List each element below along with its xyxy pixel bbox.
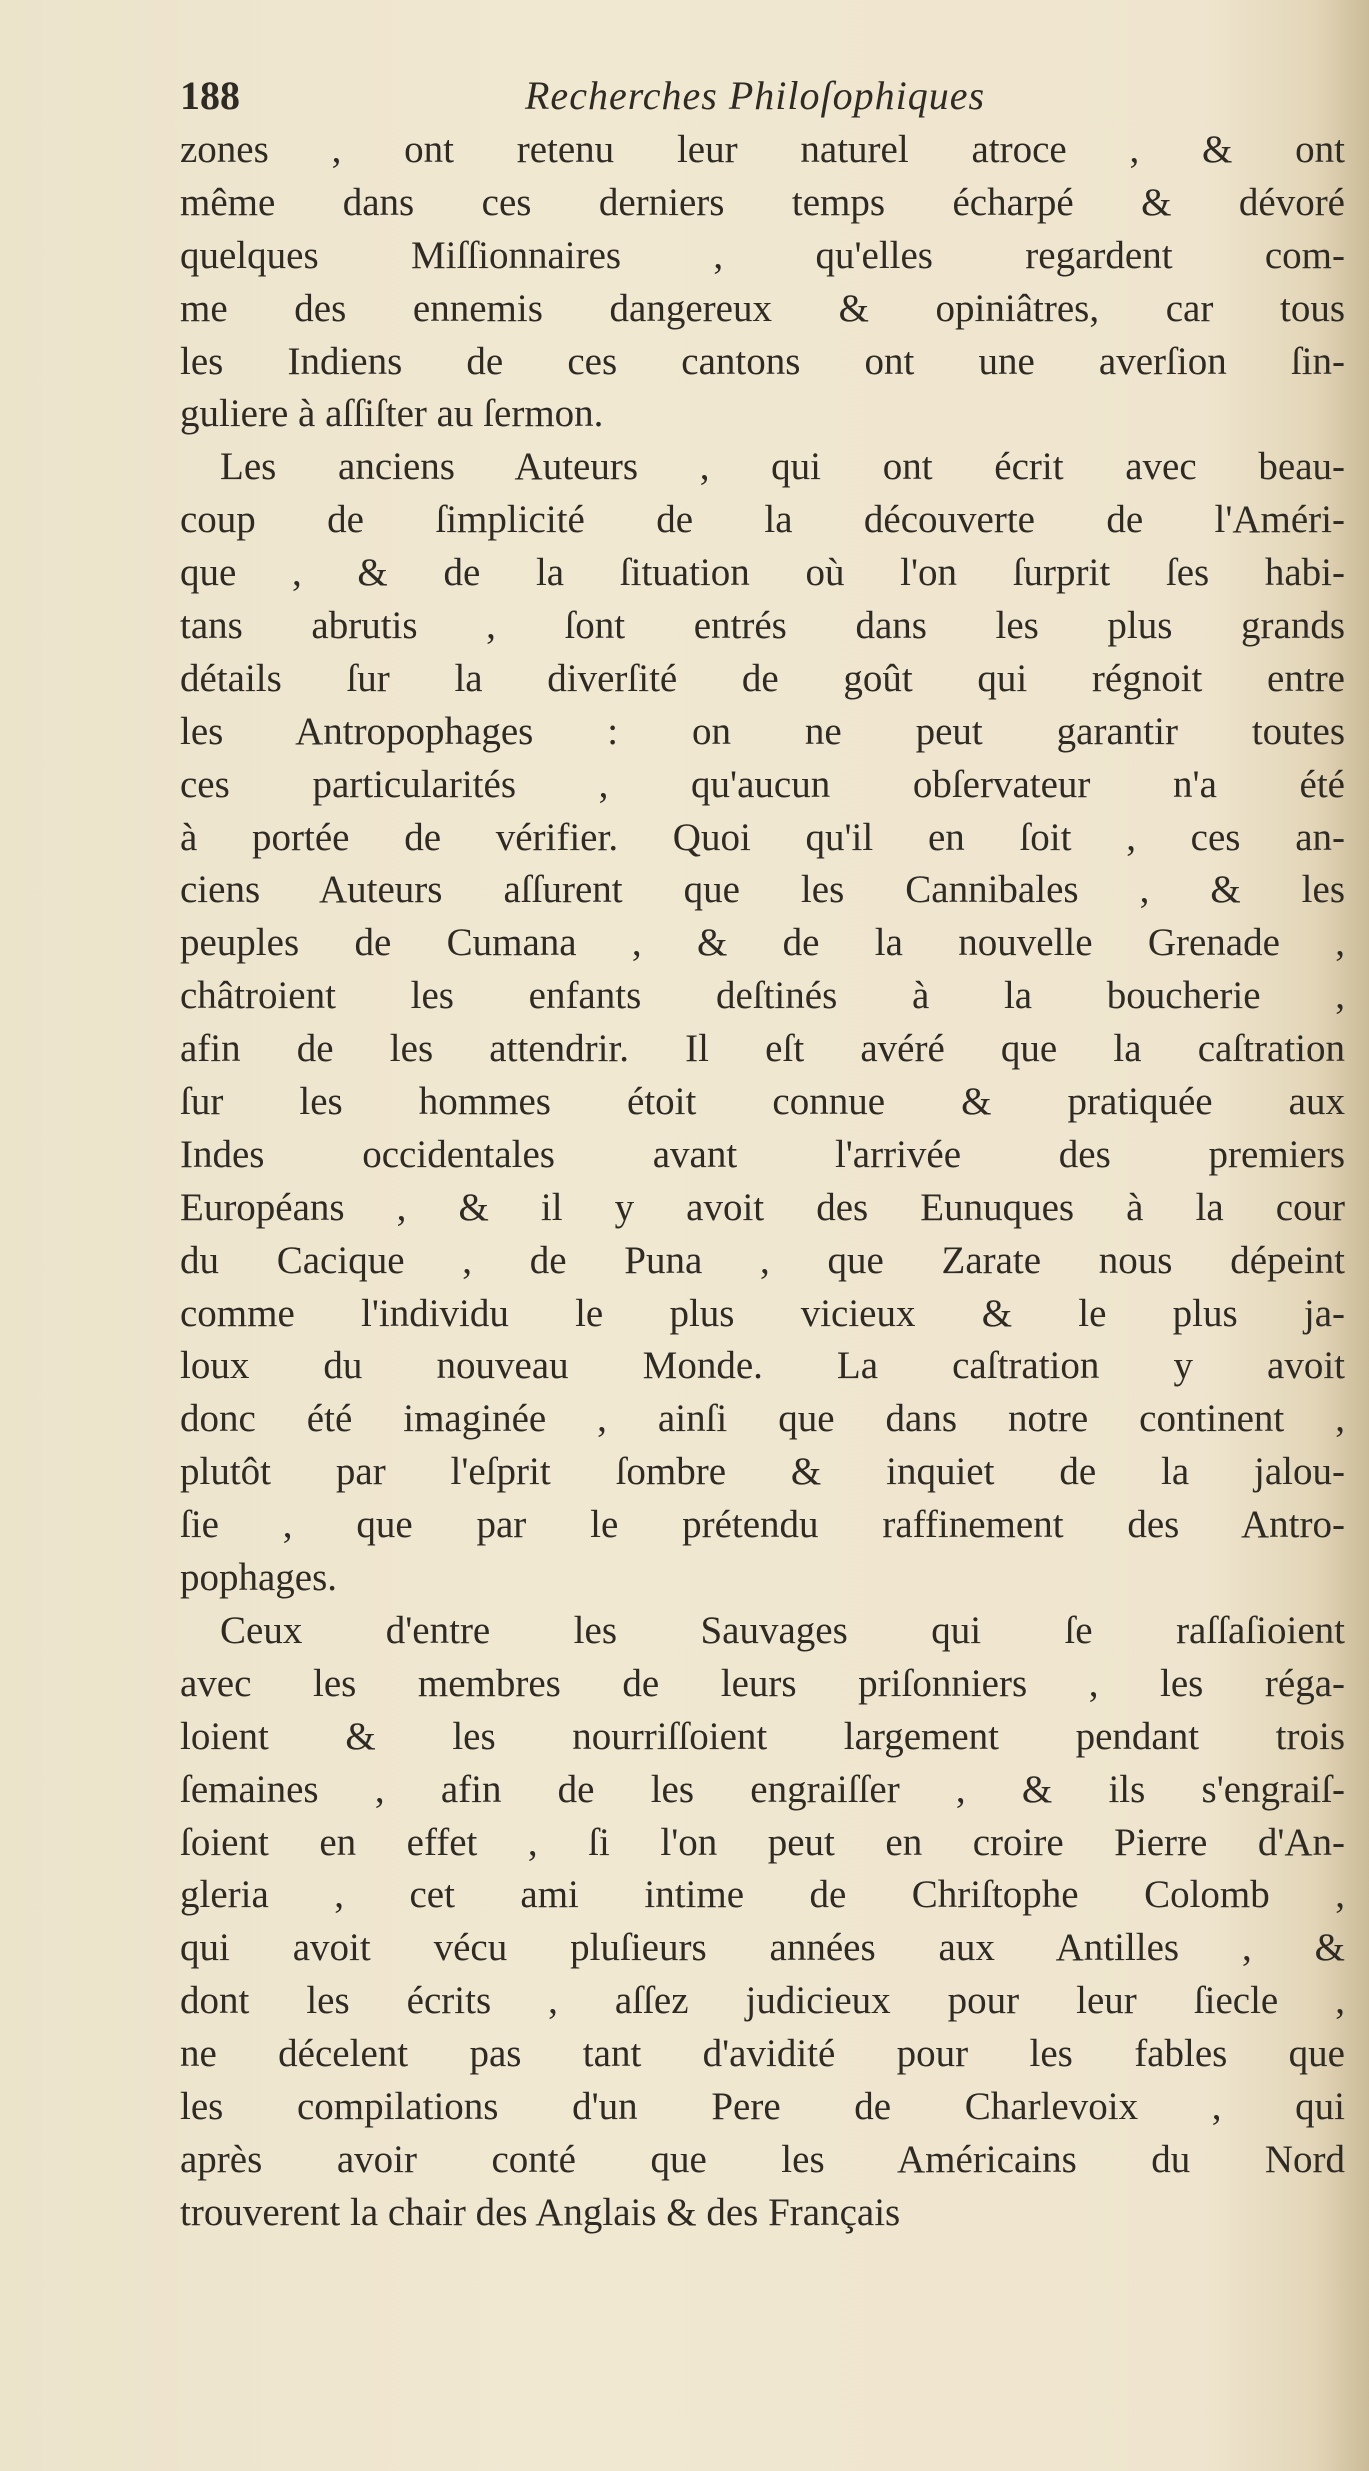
page-number: 188 (180, 73, 240, 118)
text-line: ſie , que par le prétendu raffinement des Antro- (180, 1503, 1345, 1547)
text-line: trouverent la chair des Anglais & des Français (180, 2190, 901, 2234)
text-line: tans abrutis , ſont entrés dans les plus grands (180, 604, 1345, 648)
text-line: me des ennemis dangereux & opiniâtres, car tous (180, 286, 1345, 330)
page-body-text (180, 124, 1345, 2240)
text-line: gleria , cet ami intime de Chriſtophe Colomb , (180, 1873, 1345, 1917)
text-line: les Antropophages : on ne peut garantir toutes (180, 709, 1345, 753)
text-line: après avoir conté que les Américains du Nord (180, 2137, 1345, 2181)
text-line: ſoient en effet , ſi l'on peut en croire Pierre d'An- (180, 1820, 1345, 1864)
text-line: que , & de la ſituation où l'on ſurprit ſes habi- (180, 551, 1345, 595)
text-line: Ceux d'entre les Sauvages qui ſe raſſaſioient (220, 1608, 1345, 1652)
text-line: plutôt par l'eſprit ſombre & inquiet de la jalou- (180, 1450, 1345, 1494)
text-line: Européans , & il y avoit des Eunuques à la cour (180, 1185, 1345, 1229)
text-line: zones , ont retenu leur naturel atroce , & ont (180, 128, 1345, 171)
text-line: loux du nouveau Monde. La caſtration y avoit (180, 1344, 1345, 1388)
text-line: quelques Miſſionnaires , qu'elles regardent com- (180, 233, 1345, 277)
text-line: loient & les nourriſſoient largement pendant trois (180, 1714, 1345, 1758)
text-line: Indes occidentales avant l'arrivée des premiers (180, 1132, 1345, 1176)
text-line: pophages. (180, 1556, 338, 1600)
text-line: les compilations d'un Pere de Charlevoix , qui (180, 2084, 1345, 2128)
text-line: les Indiens de ces cantons ont une averſion ſin- (180, 339, 1345, 383)
text-line: coup de ſimplicité de la découverte de l'Améri- (180, 498, 1345, 542)
text-line: donc été imaginée , ainſi que dans notre continent , (180, 1397, 1345, 1441)
text-line: du Cacique , de Puna , que Zarate nous dépeint (180, 1238, 1345, 1282)
text-line: ſur les hommes étoit connue & pratiquée aux (180, 1080, 1345, 1124)
text-line: châtroient les enfants deſtinés à la boucherie , (180, 974, 1345, 1018)
text-line: qui avoit vécu pluſieurs années aux Antilles , & (180, 1926, 1345, 1970)
text-line: Les anciens Auteurs , qui ont écrit avec beau- (220, 445, 1345, 489)
text-line: à portée de vérifier. Quoi qu'il en ſoit , ces an- (180, 815, 1345, 859)
text-line: avec les membres de leurs priſonniers , les réga- (180, 1661, 1345, 1705)
text-line: ſemaines , afin de les engraiſſer , & ils s'engraiſ- (180, 1767, 1345, 1811)
text-line: ces particularités , qu'aucun obſervateur n'a été (180, 762, 1345, 806)
text-line: peuples de Cumana , & de la nouvelle Grenade , (180, 921, 1345, 965)
text-line: même dans ces derniers temps écharpé & dévoré (180, 180, 1345, 224)
running-title: Recherches Philoſophiques (525, 73, 986, 118)
page-header (180, 72, 1345, 124)
text-line: ne décelent pas tant d'avidité pour les fables que (180, 2032, 1345, 2076)
text-line: afin de les attendrir. Il eſt avéré que la caſtration (180, 1027, 1345, 1071)
text-line: détails ſur la diverſité de goût qui régnoit entre (180, 656, 1345, 700)
text-line: dont les écrits , aſſez judicieux pour leur ſiecle , (180, 1979, 1345, 2023)
text-line: ciens Auteurs aſſurent que les Cannibales , & les (180, 868, 1345, 912)
text-line: guliere à aſſiſter au ſermon. (180, 392, 604, 436)
text-line: comme l'individu le plus vicieux & le plus ja- (180, 1291, 1345, 1335)
